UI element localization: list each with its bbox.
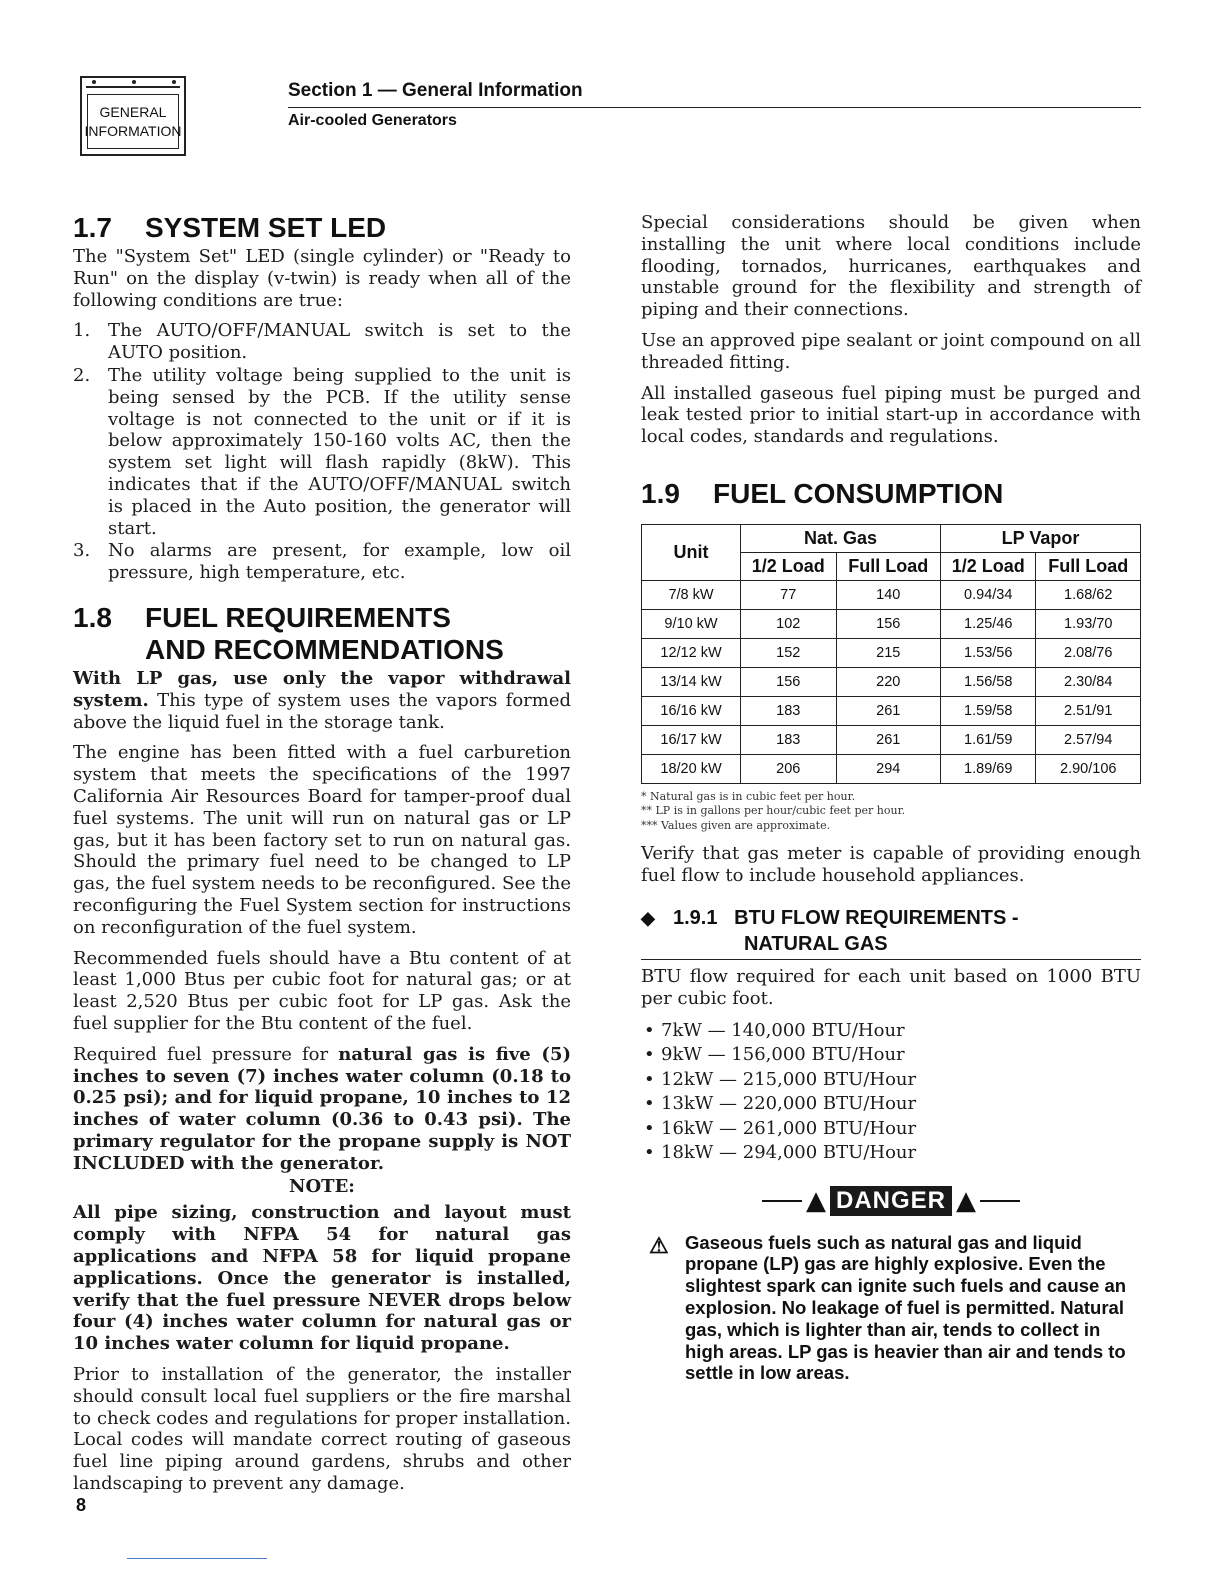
text: This type of system uses the vapors formed above the liquid fuel in the storage tank. [73,689,571,733]
table-row [642,667,1141,696]
list-text: 16kW — 261,000 BTU/Hour [661,1117,917,1139]
footnote: *** Values given are approximate. [641,818,831,832]
heading-1-9 [641,478,1141,510]
heading-number: 1.7 [73,212,112,243]
table-cell: 261 [836,696,940,725]
section-title: Section 1 — General Information [288,80,583,101]
table-cell: 7/8 kW [642,580,741,609]
table-cell: 140 [836,580,940,609]
table-cell: 152 [741,638,837,667]
table-cell: 1.93/70 [1036,609,1141,638]
list-item: • 18kW — 294,000 BTU/Hour [644,1142,917,1164]
table-footnotes [641,790,1141,834]
tab-rail [86,86,180,88]
table-cell: 2.08/76 [1036,638,1141,667]
table-cell: 156 [836,609,940,638]
table-cell: 18/20 kW [642,754,741,783]
table-cell: 13/14 kW [642,667,741,696]
note-text: All pipe sizing, construction and layout must comply with NFPA 54 for natural gas applications and NFPA 58 for liquid propane applications. Once the generator is installed, verify that the fuel pressure NEVER drops below four (4) inches water column for natural gas or 10 inches water column for liquid propane. [73,1202,571,1355]
table-cell: 16/17 kW [642,725,741,754]
footnote: ** LP is in gallons per hour/cubic feet per hour. [641,804,906,818]
table-cell: 77 [741,580,837,609]
list-text: 9kW — 156,000 BTU/Hour [661,1044,905,1066]
note-title: NOTE: [289,1176,355,1198]
list-text: The AUTO/OFF/MANUAL switch is set to the AUTO position. [108,320,571,364]
column-header: Full Load [836,552,940,580]
list-text: 7kW — 140,000 BTU/Hour [661,1019,905,1041]
heading-number: 1.9 [641,477,680,509]
bold-text: natural gas is five (5) inches to seven (7) inches water column (0.18 to 0.25 psi); and for liquid propane, 10 inches to 12 inches of water column (0.36 to 0.43 psi). The primary regulator for the propane supply is NOT INCLUDED with the generator. [73,1043,571,1174]
header-rule [288,107,1141,108]
table-cell: 1.25/46 [940,609,1036,638]
list-text: 18kW — 294,000 BTU/Hour [661,1142,917,1164]
warning-triangle-icon: ⚠ [649,1232,669,1258]
section-subtitle: Air-cooled Generators [288,112,457,129]
heading-1-9-1 [641,905,1141,960]
table-cell: 206 [741,754,837,783]
tab-label [84,94,182,149]
conditions-list [73,320,571,584]
danger-label: DANGER [830,1186,952,1216]
heading-text-line2: AND RECOMMENDATIONS [145,633,504,665]
heading-1-8 [73,602,571,666]
table-cell: 102 [741,609,837,638]
footnote: * Natural gas is in cubic feet per hour. [641,789,856,803]
bold-text: With LP gas, use only the vapor withdrawal system. [73,667,571,711]
paragraph: Use an approved pipe sealant or joint compound on all threaded fitting. [641,329,1142,373]
table-cell: 0.94/34 [940,580,1036,609]
table-cell: 1.59/58 [940,696,1036,725]
paragraph: Special considerations should be given when installing the unit where local conditions include flooding, tornados, hurricanes, earthquakes and unstable ground for the flexibility and strength of piping and their connections. [641,212,1141,321]
banner-dash [980,1200,1020,1202]
table-row [642,754,1141,783]
heading-text-line1: BTU FLOW REQUIREMENTS - [734,907,1019,930]
paragraph: Verify that gas meter is capable of providing enough fuel flow to include household appliances. [641,843,1141,887]
table-cell: 12/12 kW [642,638,741,667]
list-number: 2. [73,364,91,386]
paragraph: BTU flow required for each unit based on 1000 BTU per cubic foot. [641,966,1141,1009]
heading-text: SYSTEM SET LED [145,212,387,243]
table-cell: 1.89/69 [940,754,1036,783]
table-cell: 2.90/106 [1036,754,1141,783]
table-cell: 1.68/62 [1036,580,1141,609]
column-group-nat-gas: Nat. Gas [741,524,941,552]
column-group-lp-vapor: LP Vapor [940,524,1140,552]
column-header-unit: Unit [642,524,741,580]
heading-text-line2: NATURAL GAS [743,933,888,956]
paragraph [73,1044,571,1175]
table-row [642,609,1141,638]
right-column [641,212,1141,1384]
table-cell: 2.30/84 [1036,667,1141,696]
left-column [73,212,571,1504]
table-cell: 9/10 kW [642,609,741,638]
diamond-bullet-icon: ◆ [641,908,655,929]
table-cell: 294 [836,754,940,783]
list-number: 1. [73,320,91,342]
table-cell: 183 [741,696,837,725]
list-item: • 12kW — 215,000 BTU/Hour [644,1068,917,1090]
paragraph: Prior to installation of the generator, the installer should consult local fuel suppliers or the fire marshal to check codes and regulations for proper installation. Local codes will mandate correct routing of gaseous fuel line piping around gardens, shrubs and other landscaping to prevent any damage. [73,1364,571,1495]
page-number: 8 [76,1495,87,1515]
paragraph [73,668,571,733]
table-cell: 261 [836,725,940,754]
list-text: 13kW — 220,000 BTU/Hour [661,1093,917,1115]
danger-banner [641,1186,1141,1216]
table-cell: 1.61/59 [940,725,1036,754]
list-text: No alarms are present, for example, low oil pressure, high temperature, etc. [108,540,571,584]
table-row [642,696,1141,725]
paragraph: The engine has been fitted with a fuel carburetion system that meets the specifications of the 1997 California Air Resources Board for tamper-proof dual fuel systems. The unit will run on natural gas or LP gas, but it has been factory set to run on natural gas. Should the primary fuel need to be changed to LP gas, the fuel system needs to be reconfigured. See the reconfiguring the Fuel System section for instructions on reconfiguration of the fuel system. [73,742,571,938]
list-item [73,540,571,584]
text: Required fuel pressure for [73,1043,339,1065]
list-text: The utility voltage being supplied to the unit is being sensed by the PCB. If the utility sense voltage is not connected to the unit or if it is below approximately 150-160 volts AC, then the system set light will flash rapidly (8kW). This indicates that if the AUTO/OFF/MANUAL switch is placed in the Auto position, the generator will start. [108,364,571,539]
list-item: • 9kW — 156,000 BTU/Hour [644,1044,905,1066]
list-number: 3. [73,540,91,562]
tab-label-line2: INFORMATION [84,122,182,139]
warning-triangle-icon: ▲ [805,1185,826,1216]
table-cell: 1.56/58 [940,667,1036,696]
bottom-rule [127,1558,267,1559]
danger-text: Gaseous fuels such as natural gas and liquid propane (LP) gas are highly explosive. Even the slightest spark can ignite such fuels and cause an explosion. No leakage of fuel is permitted. Natural gas, which is lighter than air, tends to collect in high areas. LP gas is heavier than air and tends to settle in low areas. [685,1231,1127,1384]
paragraph: The "System Set" LED (single cylinder) or "Ready to Run" on the display (v-twin) is ready when all of the following conditions are true: [73,246,571,311]
tab-rivet [132,80,136,84]
section-tab-box [80,76,186,156]
column-header: 1/2 Load [741,552,837,580]
list-item: • 7kW — 140,000 BTU/Hour [644,1019,905,1041]
table-row [642,725,1141,754]
paragraph: All installed gaseous fuel piping must be purged and leak tested prior to initial start-up in accordance with local codes, standards and regulations. [641,382,1141,448]
list-item: • 13kW — 220,000 BTU/Hour [644,1093,917,1115]
column-header: 1/2 Load [940,552,1036,580]
tab-rivet [172,80,176,84]
table-cell: 220 [836,667,940,696]
table-cell: 215 [836,638,940,667]
table-cell: 183 [741,725,837,754]
table-row [642,580,1141,609]
list-item [73,320,571,364]
heading-text-line1: FUEL REQUIREMENTS [145,601,451,633]
heading-number: 1.9.1 [673,907,718,930]
table-cell: 1.53/56 [940,638,1036,667]
tab-label-line1: GENERAL [99,103,167,120]
paragraph: Recommended fuels should have a Btu content of at least 1,000 Btus per cubic foot for natural gas; or at least 2,520 Btus per cubic foot for LP gas. Ask the fuel supplier for the Btu content of the fuel. [73,947,571,1034]
heading-rule [641,959,1141,960]
tab-rivet [92,80,96,84]
heading-1-7 [73,212,571,244]
table-cell: 2.51/91 [1036,696,1141,725]
table-cell: 16/16 kW [642,696,741,725]
table-cell: 156 [741,667,837,696]
heading-text: FUEL CONSUMPTION [713,477,1004,509]
fuel-consumption-table [641,524,1141,784]
heading-number: 1.8 [73,601,112,633]
table-row [642,638,1141,667]
list-text: 12kW — 215,000 BTU/Hour [661,1068,917,1090]
warning-triangle-icon: ▲ [956,1185,976,1216]
btu-list [641,1019,1141,1166]
list-item: • 16kW — 261,000 BTU/Hour [644,1117,917,1139]
column-header: Full Load [1036,552,1141,580]
banner-dash [762,1200,802,1202]
table-cell: 2.57/94 [1036,725,1141,754]
list-item [73,365,571,539]
danger-message [641,1232,1141,1385]
